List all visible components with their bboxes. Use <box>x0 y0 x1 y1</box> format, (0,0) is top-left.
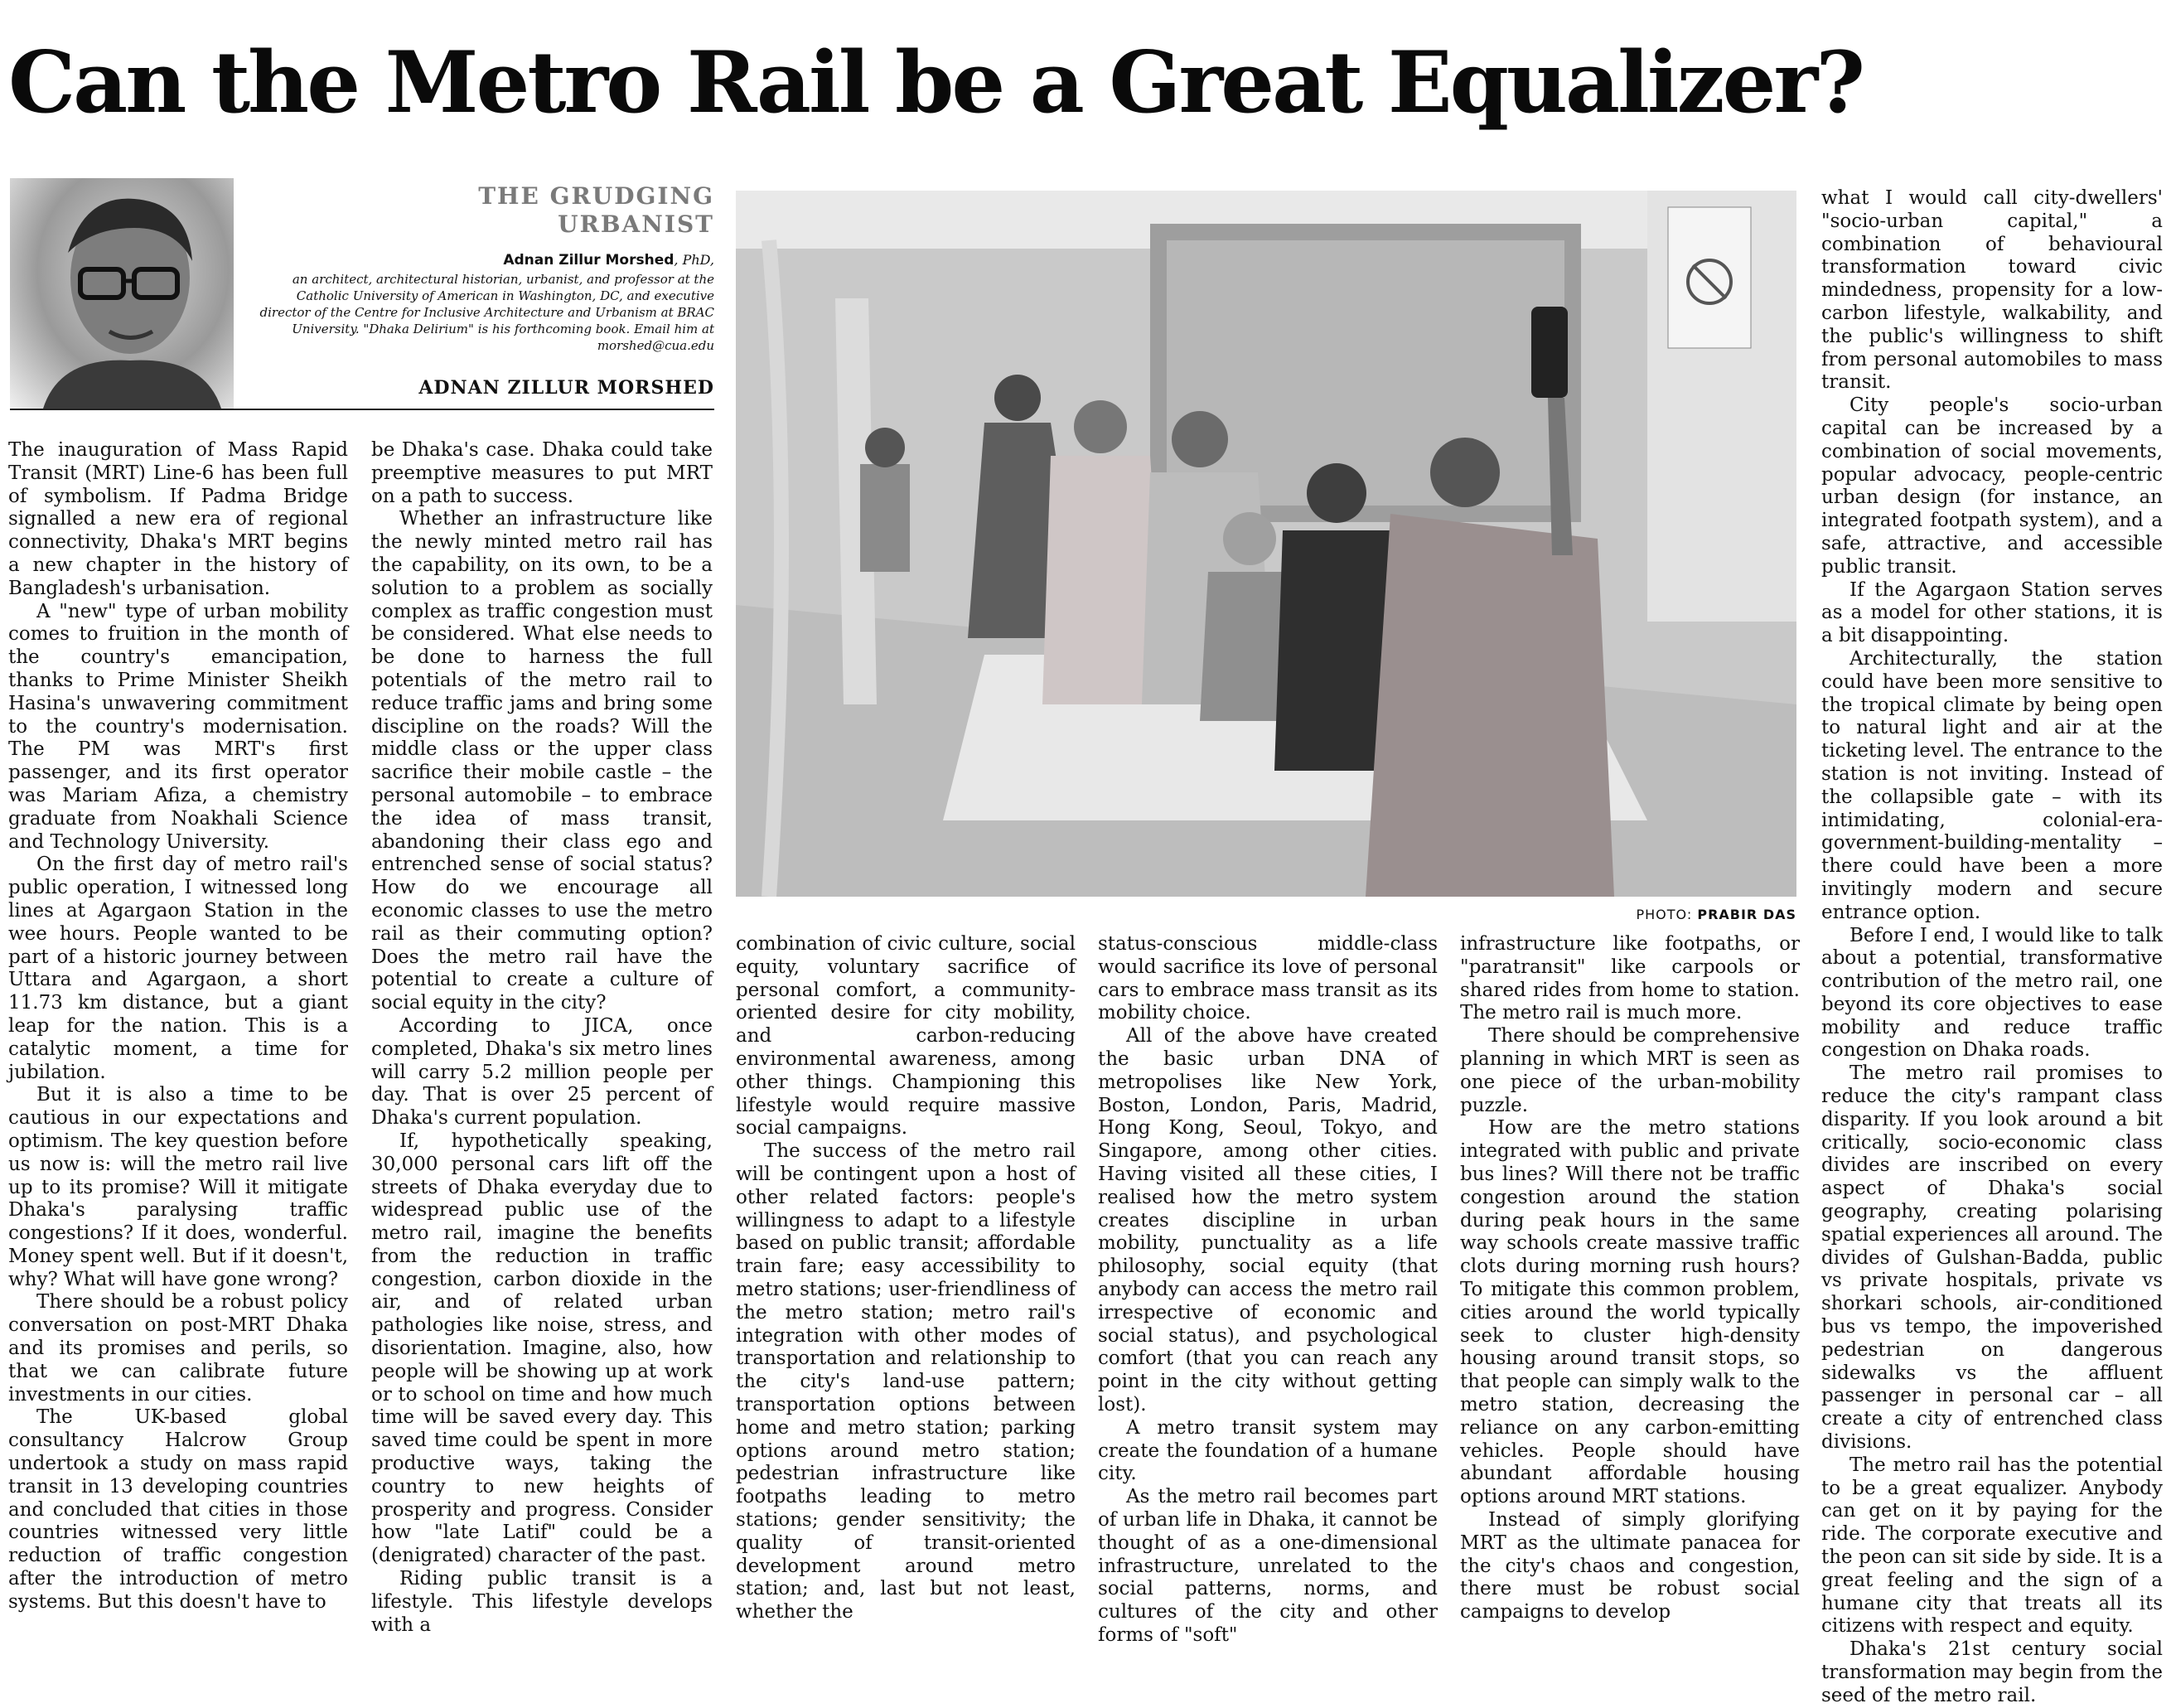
paragraph: As the metro rail becomes part of urban life in Dhaka, it cannot be thought of as a one-dimensional infrastructure, unrelated to the social patterns, norms, and cultures of the city and other forms of "soft" <box>1098 1486 1438 1646</box>
paragraph: City people's socio-urban capital can be increased by a combination of social movements, popular advocacy, people-centric urban design (for instance, an integrated footpath system), and a safe, attractive, and accessible public transit. <box>1821 394 2163 578</box>
paragraph: If the Agargaon Station serves as a model for other stations, it is a bit disappointing. <box>1821 578 2163 647</box>
author-portrait-illustration <box>10 178 234 409</box>
paragraph: The metro rail has the potential to be a great equalizer. Anybody can get on it by paying for the ride. The corporate executive and the peon can sit side by side. It is a great feeling and the sign of a humane city that treats all its citizens with respect and equity. <box>1821 1454 2163 1638</box>
photo-credit-label: PHOTO: <box>1636 907 1693 922</box>
author-portrait <box>10 178 234 409</box>
paragraph: infrastructure like footpaths, or "paratransit" like carpools or shared rides from home to station. The metro rail is much more. <box>1460 933 1800 1024</box>
paragraph: what I would call city-dwellers' "socio-urban capital," a combination of behavioural transformation toward civic mindedness, propensity for a low-carbon lifestyle, walkability, and the public's willingness to shift from personal automobiles to mass transit. <box>1821 187 2163 394</box>
paragraph: A metro transit system may create the foundation of a humane city. <box>1098 1416 1438 1485</box>
author-bio: an architect, architectural historian, urbanist, and professor at the Catholic University of American in Washington, DC, and executive director of the Centre for Inclusive Architecture and Urbanism at BRAC University. "Dhaka Delirium" is his forthcoming book. Email him at morshed@cua.edu <box>259 272 714 353</box>
article-column-6 <box>1821 187 2163 1708</box>
paragraph: A "new" type of urban mobility comes to fruition in the month of the country's emancipation, thanks to Prime Minister Sheikh Hasina's unwavering commitment to the country's modernisation. The PM was MRT's first passenger, and its first operator was Mariam Afiza, a chemistry graduate from Noakhali Science and Technology University. <box>8 600 348 853</box>
metro-carriage-photo-illustration <box>736 191 1796 897</box>
author-name: Adnan Zillur Morshed <box>503 252 675 269</box>
paragraph: How are the metro stations integrated with public and private bus lines? Will there not be traffic congestion around the station during peak hours in the same way schools create massive traffic clots during morning rush hours? To mitigate this common problem, cities around the world typically seek to cluster high-density housing around transit stops, so that people can simply walk to the metro station, decreasing the reliance on any carbon-emitting vehicles. People should have abundant affordable housing options around MRT stations. <box>1460 1117 1800 1508</box>
author-byline: ADNAN ZILLUR MORSHED <box>418 377 714 399</box>
byline-rule <box>10 409 714 410</box>
paragraph: The inauguration of Mass Rapid Transit (MRT) Line-6 has been full of symbolism. If Padma Bridge signalled a new era of regional connectivity, Dhaka's MRT begins a new chapter in the history of Bangladesh's urbanisation. <box>8 439 348 599</box>
paragraph: Riding public transit is a lifestyle. This lifestyle develops with a <box>371 1568 713 1636</box>
paragraph: Dhaka's 21st century social transformation may begin from the seed of the metro rail. <box>1821 1638 2163 1706</box>
paragraph: status-conscious middle-class would sacrifice its love of personal cars to embrace mass transit as its mobility choice. <box>1098 933 1438 1024</box>
paragraph: Instead of simply glorifying MRT as the ultimate panacea for the city's chaos and congestion, there must be robust social campaigns to develop <box>1460 1508 1800 1623</box>
paragraph: There should be comprehensive planning in which MRT is seen as one piece of the urban-mobility puzzle. <box>1460 1025 1800 1116</box>
author-name-line <box>250 251 714 269</box>
author-degree: , PhD, <box>674 252 714 268</box>
paragraph: Whether an infrastructure like the newly minted metro rail has the capability, on its own, to be a solution to a problem as socially complex as traffic congestion must be considered. What else needs to be done to harness the full potentials of the metro rail to reduce traffic jams and bring some discipline on the roads? Will the middle class or the upper class sacrifice their mobile castle – the personal automobile – to embrace the idea of mass transit, abandoning their class ego and entrenched sense of social status? How do we encourage all economic classes to use the metro rail as their commuting option? Does the metro rail have the potential to create a culture of social equity in the city? <box>371 508 713 1014</box>
metro-photo <box>736 191 1796 897</box>
paragraph: According to JICA, once completed, Dhaka's six metro lines will carry 5.2 million people per day. That is over 25 percent of Dhaka's current population. <box>371 1014 713 1130</box>
photo-credit <box>1624 907 1796 922</box>
paragraph: All of the above have created the basic urban DNA of metropolises like New York, Boston, London, Paris, Madrid, Hong Kong, Seoul, Tokyo, and Singapore, among other cities. Having visited all these cities, I realised how the metro system creates discipline in urban mobility, punctuality as a life philosophy, social equity (that anybody can access the metro rail irrespective of economic and social status), and psychological comfort (that you can reach any point in the city without getting lost). <box>1098 1025 1438 1415</box>
paragraph: The metro rail promises to reduce the city's rampant class disparity. If you look around a bit critically, socio-economic class divides are inscribed on every aspect of Dhaka's social geography, creating polarising spatial experiences all around. The divides of Gulshan-Badda, public vs private hospitals, private vs shorkari schools, air-conditioned bus vs tempo, the impoverished pedestrian on dangerous sidewalks vs the affluent passenger in personal car – all create a city of entrenched class divisions. <box>1821 1062 2163 1454</box>
paragraph: combination of civic culture, social equity, voluntary sacrifice of personal comfort, a community-oriented desire for city mobility, and carbon-reducing environmental awareness, among other things. Championing this lifestyle would require massive social campaigns. <box>736 933 1076 1139</box>
paragraph: But it is also a time to be cautious in our expectations and optimism. The key question before us now is: will the metro rail live up to its promise? Will it mitigate Dhaka's paralysing traffic congestions? If it does, wonderful. Money spent well. But if it doesn't, why? What will have gone wrong? <box>8 1084 348 1290</box>
paragraph: On the first day of metro rail's public operation, I witnessed long lines at Agargaon Station in the wee hours. People wanted to be part of a historic journey between Uttara and Agargaon, a short 11.73 km distance, but a giant leap for the nation. This is a catalytic moment, a time for jubilation. <box>8 854 348 1083</box>
paragraph: The success of the metro rail will be contingent upon a host of other related factors: people's willingness to adapt to a lifestyle based on public transit; affordable train fare; easy accessibility to metro stations; user-friendliness of the metro station; metro rail's integration with other modes of transportation and relationship to the city's land-use pattern; transportation options between home and metro station; parking options around metro station; pedestrian infrastructure like footpaths leading to metro stations; gender sensitivity; the quality of transit-oriented development around metro station; and, last but not least, whether the <box>736 1140 1076 1623</box>
paragraph: The UK-based global consultancy Halcrow Group undertook a study on mass rapid transit in 13 developing countries and concluded that cities in those countries witnessed very little reduction of traffic congestion after the introduction of metro systems. But this doesn't have to <box>8 1406 348 1613</box>
article-column-2 <box>371 439 713 1637</box>
photo-credit-name: PRABIR DAS <box>1697 907 1796 922</box>
paragraph: Before I end, I would like to talk about a potential, transformative contribution of the metro rail, one beyond its core objectives to ease mobility and reduce traffic congestion on Dhaka roads. <box>1821 924 2163 1062</box>
article-column-5 <box>1460 933 1800 1624</box>
column-kicker: THE GRUDGING URBANIST <box>478 182 714 238</box>
headline: Can the Metro Rail be a Great Equalizer? <box>8 33 1863 133</box>
paragraph: If, hypothetically speaking, 30,000 personal cars lift off the streets of Dhaka everyday due to widespread public use of the metro rail, imagine the benefits from the reduction in traffic congestion, carbon dioxide in the air, and of related urban pathologies like noise, stress, and disorientation. Imagine, also, how people will be showing up at work or to school on time and how much time will be saved every day. This saved time could be spent in more productive ways, taking the country to new heights of prosperity and progress. Consider how "late Latif" could be a (denigrated) character of the past. <box>371 1130 713 1567</box>
paragraph: be Dhaka's case. Dhaka could take preemptive measures to put MRT on a path to success. <box>371 439 713 507</box>
paragraph: There should be a robust policy conversation on post-MRT Dhaka and its promises and perils, so that we can calibrate future investments in our cities. <box>8 1291 348 1406</box>
article-column-1 <box>8 439 348 1614</box>
paragraph: Architecturally, the station could have been more sensitive to the tropical climate by being open to natural light and air at the ticketing level. The entrance to the station is not inviting. Instead of the collapsible gate – with its intimidating, colonial-era-government-building-mentality – there could have been a more invitingly modern and secure entrance option. <box>1821 647 2163 923</box>
article-column-3 <box>736 933 1076 1624</box>
byline-block <box>10 178 714 410</box>
article-column-4 <box>1098 933 1438 1648</box>
